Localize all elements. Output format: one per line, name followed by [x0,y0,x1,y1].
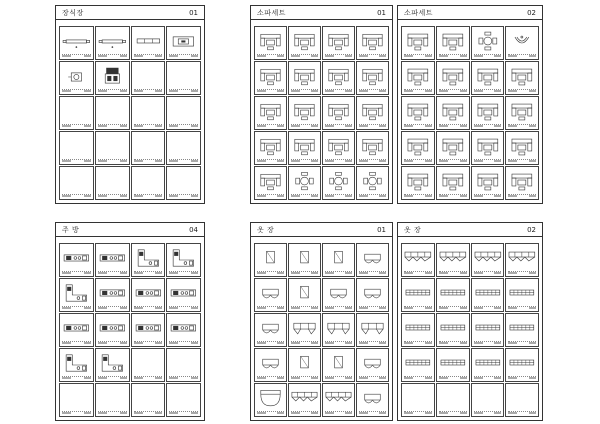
cell-label-line [474,376,502,380]
symbol-cell-sofa-set[interactable] [254,61,287,95]
cell-label-line [134,89,163,93]
empty-cell [131,383,166,417]
symbol-cell-round-set[interactable] [322,166,355,200]
symbol-cell-closet-rail[interactable] [436,348,470,382]
cell-label-line [439,124,467,128]
cell-label-line [404,54,432,58]
cell-label-line [404,341,432,345]
symbol-cell-kitchen-l[interactable] [95,348,130,382]
cell-label-line [508,341,536,345]
symbol-cell-console[interactable] [95,26,130,60]
empty-cell [131,166,166,200]
cell-label-line [291,271,318,275]
cell-label-line [98,411,127,415]
sheet-header [398,6,542,20]
symbol-cell-wardrobe-small[interactable] [322,243,355,277]
cell-label-line [508,271,536,275]
cell-label-line [134,376,163,380]
symbol-cell-sofa-set[interactable] [356,96,389,130]
cell-label-line [257,159,284,163]
sheet-sofa-set-02 [397,5,543,204]
symbol-cell-sofa-set[interactable] [505,131,539,165]
cell-label-line [359,341,386,345]
cell-label-line [291,376,318,380]
cell-label-line [474,124,502,128]
cell-label-line [325,194,352,198]
empty-cell [131,131,166,165]
cell-label-line [257,54,284,58]
symbol-cell-wardrobe-door[interactable] [254,313,287,347]
symbol-cell-sofa-set[interactable] [471,131,505,165]
symbol-cell-wardrobe-small[interactable] [288,243,321,277]
empty-cell [59,383,94,417]
cell-label-line [257,271,284,275]
cell-label-line [439,271,467,275]
symbol-grid [401,243,539,417]
cell-label-line [169,341,198,345]
symbol-grid [59,243,201,417]
symbol-cell-sofa-set[interactable] [436,26,470,60]
empty-cell [505,383,539,417]
symbol-cell-sofa-set[interactable] [436,166,470,200]
symbol-cell-kitchen-counter[interactable] [131,278,166,312]
symbol-cell-round-set[interactable] [356,166,389,200]
symbol-cell-sofa-set[interactable] [254,96,287,130]
sheet-title: 주 방 [62,226,80,234]
sheet-wardrobe-02 [397,222,543,421]
cell-label-line [404,306,432,310]
symbol-cell-sofa-set[interactable] [288,131,321,165]
cell-label-line [325,271,352,275]
cell-label-line [291,411,318,415]
sheet-header [56,223,204,237]
cell-label-line [325,54,352,58]
symbol-grid [254,243,389,417]
cell-label-line [169,194,198,198]
empty-cell [436,383,470,417]
cell-label-line [257,376,284,380]
cell-label-line [474,411,502,415]
symbol-cell-sofa-set[interactable] [322,96,355,130]
sheet-kitchen-04 [55,222,205,421]
symbol-cell-sofa-set[interactable] [471,61,505,95]
sheet-number: 02 [527,9,536,17]
symbol-cell-small-table[interactable] [59,61,94,95]
symbol-cell-sofa-set[interactable] [356,131,389,165]
cell-label-line [439,159,467,163]
symbol-cell-sofa-set[interactable] [436,61,470,95]
cell-label-line [169,376,198,380]
cell-label-line [134,341,163,345]
cell-label-line [291,306,318,310]
cell-label-line [169,124,198,128]
cell-label-line [98,341,127,345]
cell-label-line [508,159,536,163]
cell-label-line [508,194,536,198]
symbol-cell-kitchen-counter[interactable] [59,243,94,277]
cell-label-line [508,376,536,380]
symbol-cell-sofa-set[interactable] [471,166,505,200]
symbol-grid [59,26,201,200]
cell-label-line [169,411,198,415]
symbol-cell-sofa-set[interactable] [288,96,321,130]
empty-cell [166,166,201,200]
empty-cell [95,131,130,165]
symbol-cell-sofa-set[interactable] [505,96,539,130]
symbol-cell-kitchen-counter[interactable] [166,313,201,347]
sheet-header [251,6,392,20]
symbol-cell-closet-rail[interactable] [505,313,539,347]
symbol-cell-closet-rail[interactable] [436,313,470,347]
cell-label-line [404,411,432,415]
cell-label-line [439,54,467,58]
cell-label-line [169,159,198,163]
cell-label-line [359,376,386,380]
cell-label-line [62,306,91,310]
symbol-cell-wardrobe-door[interactable] [254,348,287,382]
cell-label-line [404,194,432,198]
cell-label-line [291,159,318,163]
symbol-cell-closet-rail[interactable] [505,278,539,312]
cell-label-line [257,306,284,310]
cell-label-line [439,306,467,310]
symbol-cell-wardrobe-small[interactable] [288,278,321,312]
symbol-cell-closet-rail[interactable] [471,313,505,347]
cell-label-line [62,124,91,128]
cell-label-line [359,194,386,198]
cell-label-line [508,89,536,93]
symbol-cell-wardrobe-door[interactable] [356,348,389,382]
cell-label-line [325,411,352,415]
cell-label-line [508,411,536,415]
cell-label-line [474,159,502,163]
symbol-cell-kitchen-counter[interactable] [95,313,130,347]
cell-label-line [291,194,318,198]
symbol-cell-sofa-set[interactable] [356,61,389,95]
symbol-cell-wardrobe-wide[interactable] [505,243,539,277]
cell-label-line [474,54,502,58]
symbol-cell-sofa-set[interactable] [356,26,389,60]
empty-cell [95,166,130,200]
cell-label-line [62,159,91,163]
symbol-cell-round-set[interactable] [471,26,505,60]
symbol-cell-wardrobe-wide[interactable] [322,383,355,417]
symbol-cell-wardrobe-wide[interactable] [401,243,435,277]
symbol-cell-sofa-set[interactable] [322,26,355,60]
symbol-cell-sofa-set[interactable] [401,26,435,60]
cell-label-line [62,341,91,345]
symbol-cell-sofa-set[interactable] [254,166,287,200]
empty-cell [95,383,130,417]
sheet-wardrobe-01 [250,222,393,421]
sheet-sofa-set-01 [250,5,393,204]
symbol-cell-kitchen-counter[interactable] [95,243,130,277]
cell-label-line [291,124,318,128]
empty-cell [166,383,201,417]
sheet-title: 옷 장 [404,226,422,234]
cell-label-line [359,124,386,128]
symbol-cell-wardrobe-double[interactable] [288,313,321,347]
sheet-number: 02 [527,226,536,234]
cell-label-line [439,341,467,345]
cell-label-line [98,306,127,310]
sheet-number: 01 [377,226,386,234]
symbol-cell-sofa-set[interactable] [505,166,539,200]
cell-label-line [62,411,91,415]
empty-cell [401,383,435,417]
empty-cell [166,348,201,382]
cell-label-line [325,376,352,380]
symbol-grid [401,26,539,200]
symbol-cell-sofa-set[interactable] [436,131,470,165]
symbol-cell-round-chair[interactable] [505,26,539,60]
cell-label-line [325,306,352,310]
empty-cell [95,96,130,130]
cell-label-line [404,159,432,163]
cell-label-line [359,54,386,58]
cell-label-line [439,89,467,93]
cell-label-line [404,376,432,380]
cell-label-line [134,159,163,163]
cell-label-line [62,194,91,198]
symbol-cell-sofa-set[interactable] [288,26,321,60]
symbol-cell-closet-rail[interactable] [401,313,435,347]
symbol-cell-sofa-set[interactable] [401,61,435,95]
cell-label-line [62,271,91,275]
empty-cell [131,61,166,95]
symbol-cell-tv-unit[interactable] [166,26,201,60]
cell-label-line [257,411,284,415]
symbol-cell-wardrobe-small[interactable] [288,348,321,382]
cell-label-line [169,306,198,310]
cell-label-line [98,271,127,275]
sheet-number: 01 [377,9,386,17]
symbol-cell-closet-rail[interactable] [401,348,435,382]
cell-label-line [474,89,502,93]
empty-cell [471,383,505,417]
symbol-cell-console-wide[interactable] [131,26,166,60]
symbol-cell-wardrobe-wide[interactable] [288,383,321,417]
symbol-cell-kitchen-counter[interactable] [166,278,201,312]
symbol-cell-kitchen-l[interactable] [59,278,94,312]
cell-label-line [508,124,536,128]
empty-cell [166,131,201,165]
cell-label-line [508,54,536,58]
symbol-cell-sofa-set[interactable] [401,96,435,130]
symbol-cell-sofa-set[interactable] [254,131,287,165]
symbol-cell-closet-rail[interactable] [401,278,435,312]
symbol-cell-wardrobe-door[interactable] [356,278,389,312]
cell-label-line [404,124,432,128]
symbol-cell-closet-rail[interactable] [436,278,470,312]
cell-label-line [98,159,127,163]
sheet-title: 옷 장 [257,226,275,234]
cell-label-line [439,411,467,415]
symbol-cell-wardrobe-double[interactable] [356,313,389,347]
cell-label-line [325,159,352,163]
cell-label-line [325,124,352,128]
cell-label-line [62,89,91,93]
symbol-cell-sofa-set[interactable] [322,61,355,95]
empty-cell [59,131,94,165]
cell-label-line [404,89,432,93]
symbol-cell-sofa-set[interactable] [471,96,505,130]
cell-label-line [359,89,386,93]
symbol-cell-wardrobe-wide[interactable] [471,243,505,277]
cell-label-line [134,124,163,128]
cell-label-line [359,411,386,415]
symbol-cell-kitchen-l[interactable] [166,243,201,277]
empty-cell [59,96,94,130]
sheet-title: 소파세트 [404,9,434,17]
cell-label-line [359,159,386,163]
symbol-cell-wardrobe-double[interactable] [322,313,355,347]
sheet-header [251,223,392,237]
cell-label-line [98,89,127,93]
cell-label-line [439,376,467,380]
cell-label-line [134,271,163,275]
symbol-cell-cabinet-dark[interactable] [95,61,130,95]
cell-label-line [359,271,386,275]
symbol-cell-kitchen-counter[interactable] [131,313,166,347]
cell-label-line [134,411,163,415]
sheet-number: 04 [189,226,198,234]
symbol-cell-wardrobe-swing[interactable] [254,383,287,417]
symbol-cell-closet-rail[interactable] [471,278,505,312]
symbol-cell-sofa-set[interactable] [505,61,539,95]
symbol-cell-kitchen-counter[interactable] [59,313,94,347]
symbol-cell-sofa-set[interactable] [288,61,321,95]
cell-label-line [291,54,318,58]
cell-label-line [291,341,318,345]
cell-label-line [257,89,284,93]
empty-cell [166,96,201,130]
sheet-header [398,223,542,237]
cell-label-line [134,54,163,58]
cell-label-line [291,89,318,93]
cell-label-line [134,194,163,198]
symbol-cell-console[interactable] [59,26,94,60]
cell-label-line [98,124,127,128]
cell-label-line [257,124,284,128]
cell-label-line [134,306,163,310]
symbol-cell-kitchen-l[interactable] [59,348,94,382]
cell-label-line [169,271,198,275]
sheet-header [56,6,204,20]
symbol-cell-sofa-set[interactable] [254,26,287,60]
cell-label-line [169,54,198,58]
symbol-cell-round-set[interactable] [288,166,321,200]
empty-cell [59,166,94,200]
cell-label-line [98,194,127,198]
cell-label-line [169,89,198,93]
cell-label-line [359,306,386,310]
symbol-cell-closet-rail[interactable] [471,348,505,382]
empty-cell [131,96,166,130]
symbol-cell-wardrobe-door[interactable] [254,278,287,312]
symbol-grid [254,26,389,200]
cell-label-line [439,194,467,198]
symbol-cell-wardrobe-door[interactable] [356,243,389,277]
symbol-cell-closet-rail[interactable] [505,348,539,382]
cell-label-line [474,194,502,198]
symbol-cell-sofa-set[interactable] [436,96,470,130]
cell-label-line [474,271,502,275]
sheet-display-cabinet-01 [55,5,205,204]
cell-label-line [62,54,91,58]
cell-label-line [508,306,536,310]
empty-cell [131,348,166,382]
symbol-cell-wardrobe-wide[interactable] [436,243,470,277]
symbol-cell-wardrobe-small[interactable] [322,348,355,382]
symbol-cell-wardrobe-door[interactable] [356,383,389,417]
cell-label-line [325,89,352,93]
symbol-cell-sofa-set[interactable] [322,131,355,165]
symbol-cell-sofa-set[interactable] [401,166,435,200]
symbol-cell-wardrobe-small[interactable] [254,243,287,277]
empty-cell [166,61,201,95]
cell-label-line [98,54,127,58]
symbol-cell-kitchen-counter[interactable] [95,278,130,312]
sheet-title: 소파세트 [257,9,287,17]
cell-label-line [257,194,284,198]
cell-label-line [404,271,432,275]
symbol-cell-sofa-set[interactable] [401,131,435,165]
cell-label-line [98,376,127,380]
cell-label-line [474,341,502,345]
symbol-cell-kitchen-l[interactable] [131,243,166,277]
symbol-cell-wardrobe-door[interactable] [322,278,355,312]
sheet-number: 01 [189,9,198,17]
cell-label-line [474,306,502,310]
sheet-title: 장식장 [62,9,84,17]
cell-label-line [325,341,352,345]
cell-label-line [257,341,284,345]
cell-label-line [62,376,91,380]
